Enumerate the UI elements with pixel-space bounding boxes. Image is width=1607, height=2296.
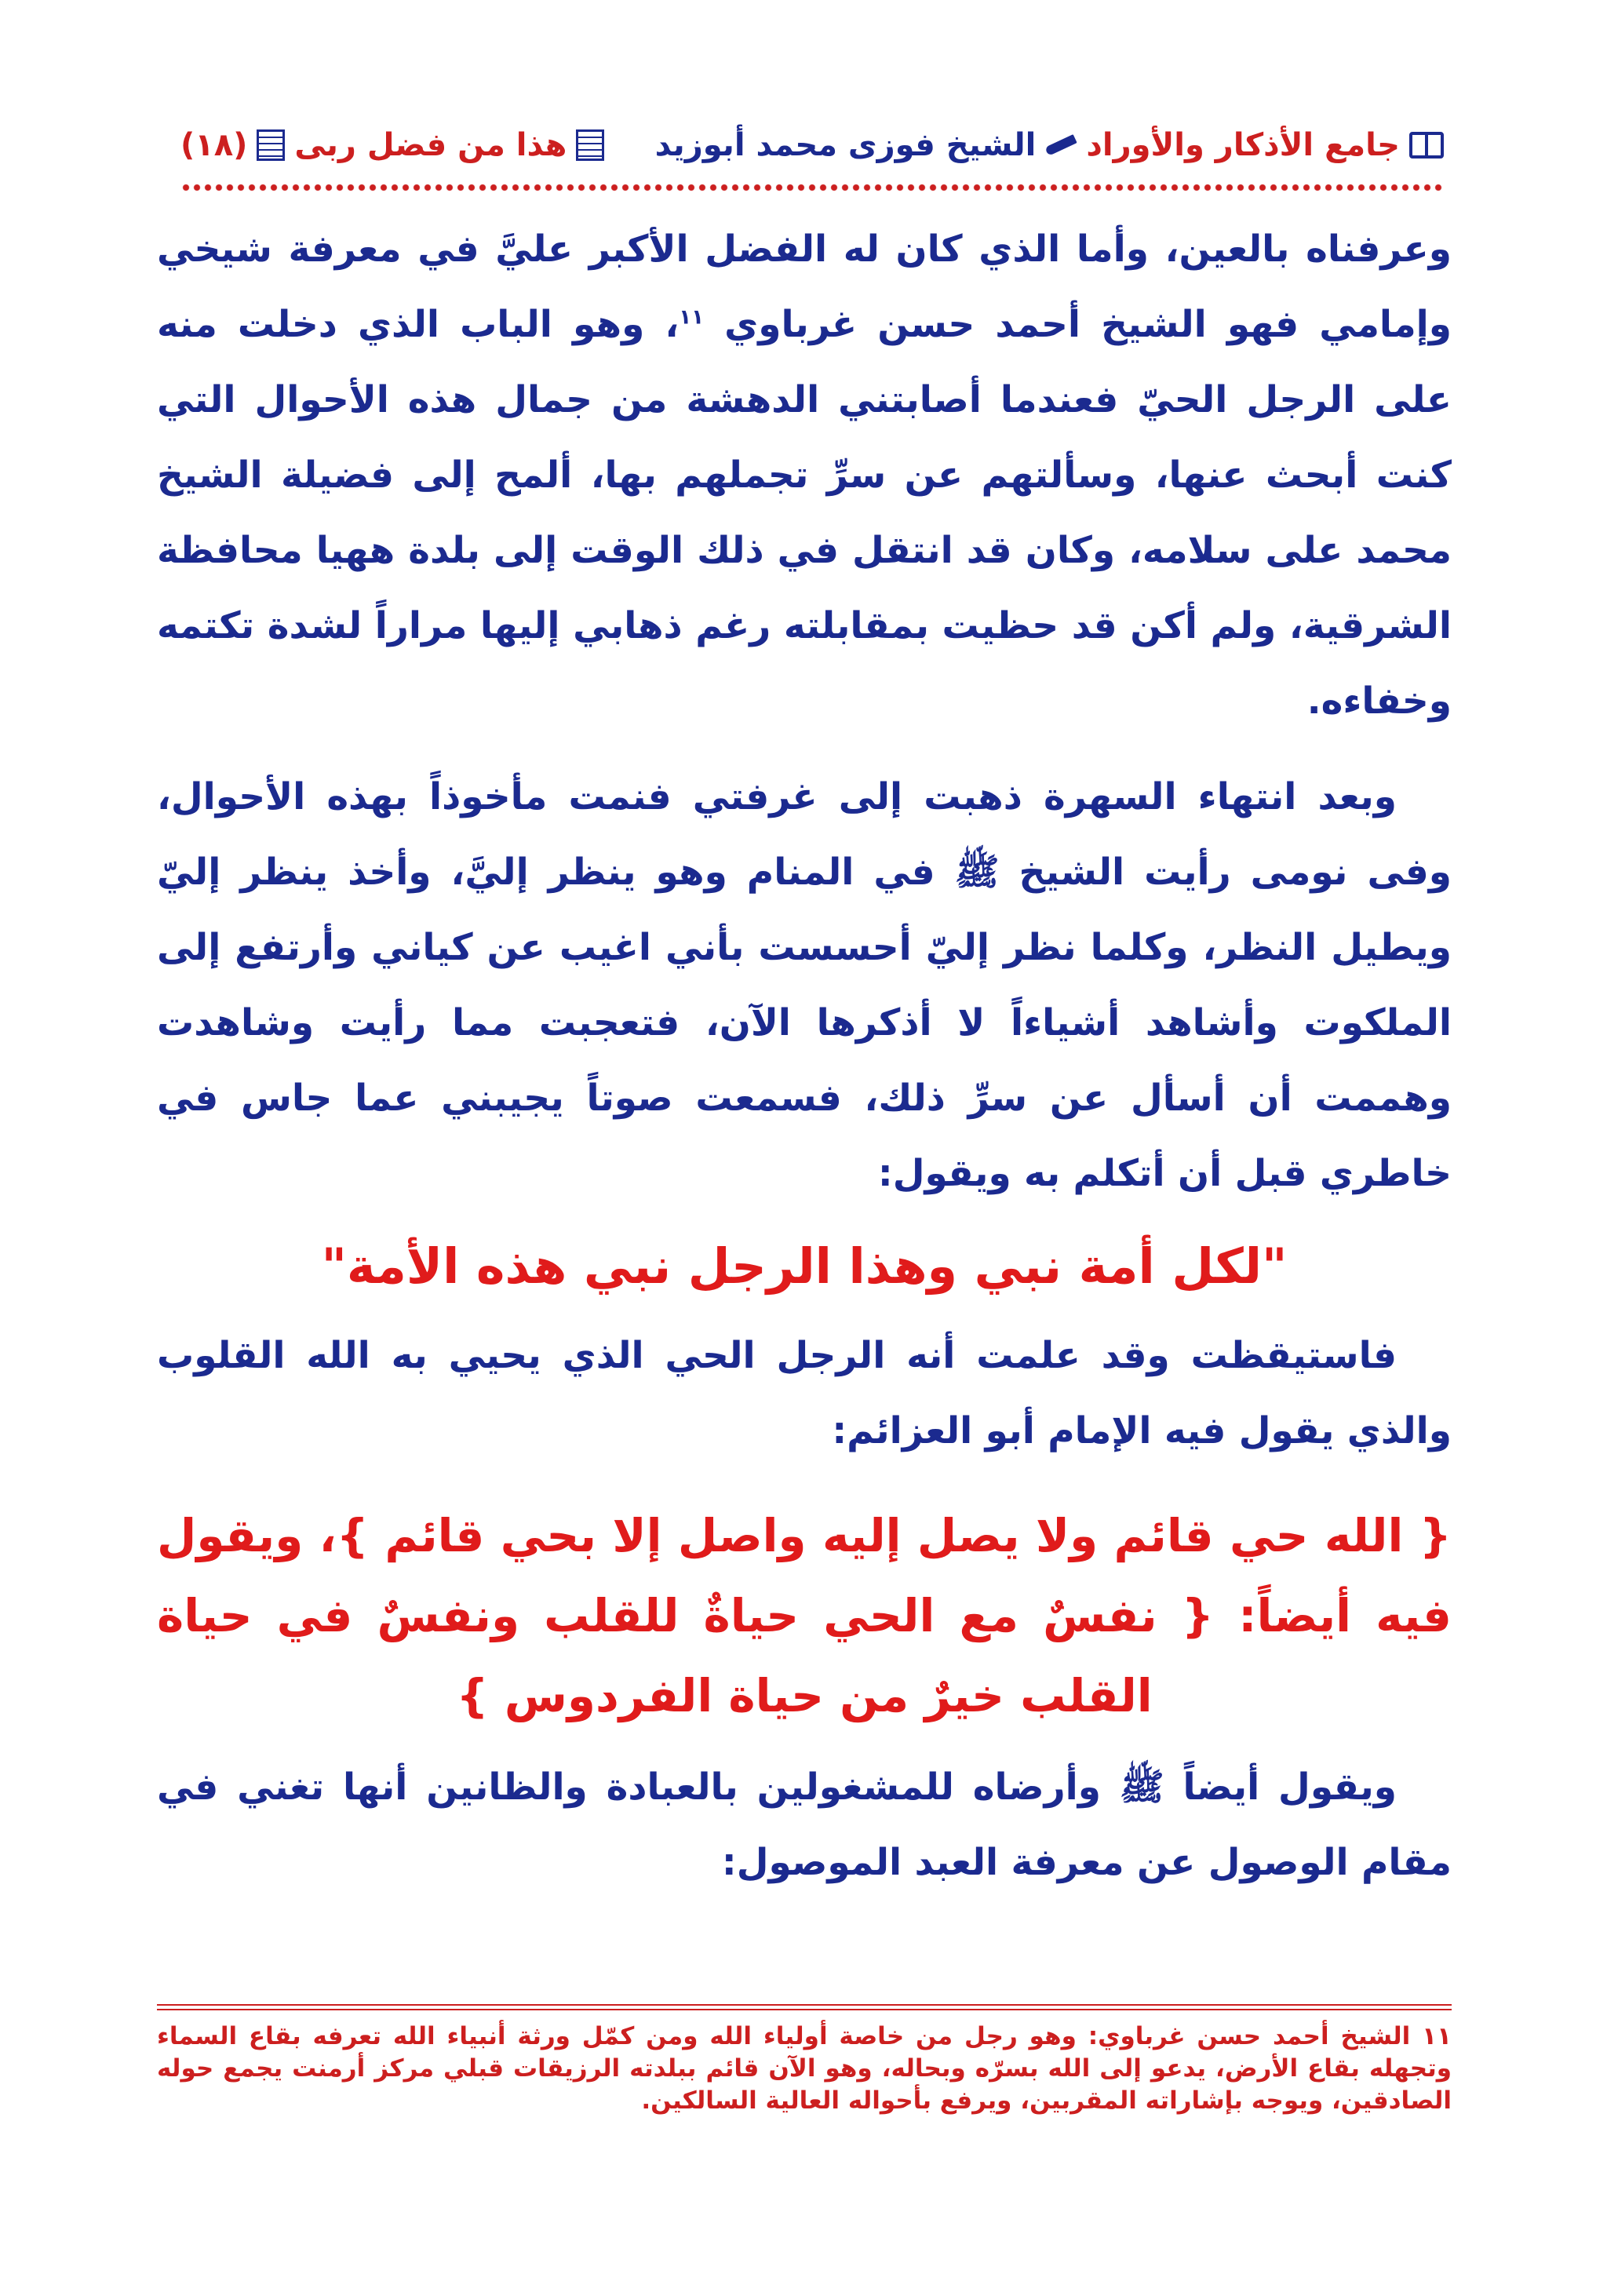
footnote-reference[interactable]: ١١	[679, 305, 705, 330]
document-icon	[257, 129, 285, 161]
paragraph-4: ويقول أيضاً ﷺ وأرضاه للمشغولين بالعبادة والظانين أنها تغني في مقام الوصول عن معرفة العبد الموصول:	[157, 1766, 1452, 1884]
header-ornament-divider	[180, 182, 1444, 193]
footnote-divider	[157, 2004, 1452, 2010]
paragraph-1-part-b: ، وهو الباب الذي دخلت منه على الرجل الحيّ فعندما أصابتني الدهشة من جمال هذه الأحوال التي كنت أبحث عنها، وسألتهم عن سرِّ تجملهم بها، ألمح إلى فضيلة الشيخ محمد على سلامه، وكان قد انتقل في ذلك الوقت إلى بلدة ههيا محافظة الشرقية، ولم أكن قد حظيت بمقابلته رغم ذهابي إليها مراراً لشدة تكتمه وخفاءه.	[157, 303, 1452, 723]
page-header	[180, 118, 1444, 173]
page-number: (١٨)	[180, 127, 248, 163]
header-left-group	[180, 127, 604, 163]
red-poem: { الله حي قائم ولا يصل إليه واصل إلا بحي قائم }، ويقول فيه أيضاً: { نفسٌ مع الحي حياةٌ للقلب ونفسٌ في حياة القلب خيرٌ من حياة الفردوس }	[157, 1509, 1452, 1722]
paragraph-1-part-a: وعرفناه بالعين، وأما الذي كان له الفضل الأكبر عليَّ في معرفة شيخي وإمامي فهو الشيخ أحمد حسن غرباوي	[157, 228, 1452, 346]
header-right-group	[655, 127, 1444, 163]
pen-icon	[1045, 134, 1077, 156]
book-icon	[1409, 132, 1444, 159]
book-title: جامع الأذكار والأوراد	[1086, 127, 1400, 163]
footnote: ١١ الشيخ أحمد حسن غرباوي: وهو رجل من خاصة أولياء الله ومن كمّل ورثة أنبياء الله تعرفه بقاع السماء وتجهله بقاع الأرض، يدعو إلى الله بسرّه وبحاله، وهو الآن قائم ببلدته الرزيقات قبلي مركز أرمنت يجمع حوله الصادقين، ويوجه بإشاراته المقربين، ويرفع بأحواله العالية السالكين.	[157, 2022, 1452, 2115]
author-name: الشيخ فوزى محمد أبوزيد	[654, 127, 1037, 163]
paragraph-1	[157, 212, 1452, 739]
main-text	[157, 212, 1452, 1901]
document-icon	[576, 129, 604, 161]
paragraph-2: وبعد انتهاء السهرة ذهبت إلى غرفتي فنمت مأخوذاً بهذه الأحوال، وفى نومى رأيت الشيخ ﷺ في المنام وهو ينظر إليَّ، وأخذ ينظر إليّ ويطيل النظر، وكلما نظر إليّ أحسست بأني اغيب عن كياني وأرتفع إلى الملكوت وأشاهد أشياءاً لا أذكرها الآن، فتعجبت مما رأيت وشاهدت وهممت أن أسأل عن سرِّ ذلك، فسمعت صوتاً يجيبني عما جاس في خاطري قبل أن أتكلم به ويقول:	[157, 775, 1452, 1195]
red-quote: "لكل أمة نبي وهذا الرجل نبي هذه الأمة"	[321, 1237, 1288, 1295]
paragraph-3: فاستيقظت وقد علمت أنه الرجل الحي الذي يحيي به الله القلوب والذي يقول فيه الإمام أبو العزائم:	[157, 1334, 1452, 1452]
section-title: هذا من فضل ربى	[294, 127, 567, 163]
